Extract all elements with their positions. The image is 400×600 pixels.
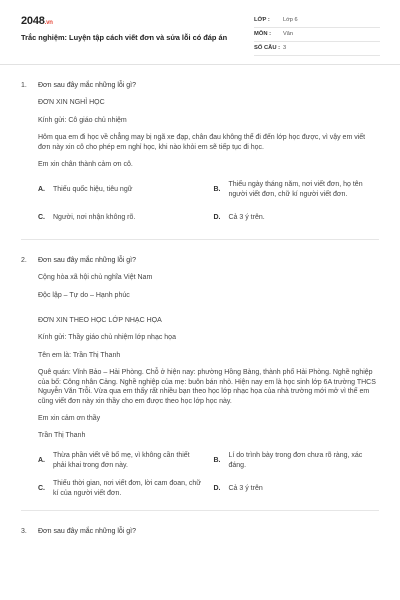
option-letter: B. <box>213 457 221 465</box>
option-letter: B. <box>213 185 221 193</box>
option-c[interactable] <box>38 478 204 500</box>
question-number: 2. <box>21 256 27 264</box>
option-d[interactable] <box>214 207 380 229</box>
meta-row-count <box>254 42 380 56</box>
question-prompt: Đơn sau đây mắc những lỗi gì? <box>38 82 136 89</box>
question-1 <box>0 81 400 229</box>
option-letter: C. <box>38 213 45 221</box>
body-line: Hôm qua em đi học về chẳng may bị ngã xe đạp, chân đau không thể đi đến lớp học được, vì vậy em viết đơn này xin cô cho phép em nghỉ học, khi nào khỏi em sẽ tiếp tục đi học. <box>38 134 366 151</box>
question-divider <box>21 239 379 240</box>
option-b[interactable] <box>214 179 380 201</box>
meta-key: SỐ CÂU : <box>254 44 281 51</box>
option-text: Thừa phần viết về bố mẹ, vì không cần thiết phải khai trong đơn này. <box>53 452 190 469</box>
option-a[interactable] <box>38 179 204 201</box>
body-line: Em xin cảm ơn thầy <box>38 415 101 422</box>
answer-options <box>21 450 379 500</box>
option-letter: D. <box>213 485 221 493</box>
option-a[interactable] <box>38 450 204 472</box>
meta-key: LỚP : <box>254 16 270 23</box>
question-divider <box>21 510 379 511</box>
option-c[interactable] <box>38 207 204 229</box>
option-text: Người, nơi nhận không rõ. <box>53 213 136 221</box>
body-line: Em xin chân thành cảm ơn cô. <box>38 161 133 169</box>
option-d[interactable] <box>214 478 380 500</box>
meta-value: Lớp 6 <box>283 16 298 23</box>
meta-key: MÔN : <box>254 30 272 37</box>
body-line: Quê quán: Vĩnh Bảo – Hải Phòng. Chỗ ở hiện nay: phường Hồng Bàng, thành phố Hải Phòng. Nghề nghiệp của bố: Công nhân Cảng. Nghề nghiệp của mẹ: buôn bán nhỏ. Hiện nay em là học sinh lớp 6A trường THCS Nguyễn Văn Trỗi. Vừa qua em thấy rất nhiều bạn theo học lớp nhạc họa của nhà trường mới mở vì thế em cũng viết đơn này xin thầy cho em được theo học lớp học này. <box>38 369 376 405</box>
option-letter: D. <box>213 213 221 221</box>
answer-options <box>21 179 379 229</box>
meta-value: 3 <box>283 44 287 51</box>
question-3 <box>0 527 400 536</box>
option-text: Lí do trình bày trong đơn chưa rõ ràng, xác đáng. <box>228 452 363 469</box>
option-text: Cả 3 ý trên <box>228 485 263 493</box>
body-line: Cộng hòa xã hội chủ nghĩa Việt Nam <box>38 274 153 282</box>
brand-number: 2048 <box>21 15 45 27</box>
question-2 <box>0 256 400 500</box>
option-letter: A. <box>38 185 45 193</box>
option-text: Thiếu ngày tháng năm, nơi viết đơn, họ tên người viết đơn, chữ kí người viết đơn. <box>228 181 363 198</box>
question-header <box>21 256 379 265</box>
question-list <box>0 65 400 536</box>
body-line: ĐƠN XIN THEO HỌC LỚP NHẠC HỌA <box>38 316 162 324</box>
body-line: ĐƠN XIN NGHỈ HỌC <box>38 99 105 107</box>
question-header <box>21 81 379 90</box>
question-number: 3. <box>21 527 27 535</box>
body-line: Độc lập – Tự do – Hạnh phúc <box>38 291 130 299</box>
body-line: Kính gửi: Thầy giáo chủ nhiệm lớp nhạc họa <box>38 334 176 342</box>
question-body <box>21 273 379 441</box>
question-prompt: Đơn sau đây mắc những lỗi gì? <box>38 527 136 535</box>
option-b[interactable] <box>214 450 380 472</box>
body-line: Trần Thị Thanh <box>38 432 86 440</box>
question-number: 1. <box>21 82 27 89</box>
page-title: Trắc nghiệm: Luyện tập cách viết đơn và sửa lỗi có đáp án <box>21 33 228 42</box>
meta-row-class <box>254 14 380 28</box>
option-text: Thiếu quốc hiệu, tiêu ngữ <box>53 185 133 193</box>
question-body <box>21 98 379 169</box>
option-text: Cả 3 ý trên. <box>228 213 265 221</box>
meta-row-subject <box>254 28 380 42</box>
option-text: Thiếu thời gian, nơi viết đơn, lời cam đoan, chữ kí của người viết đơn. <box>53 480 201 497</box>
header <box>0 0 400 65</box>
meta-table <box>254 14 380 56</box>
question-header <box>21 527 379 536</box>
meta-value: Văn <box>283 30 293 37</box>
brand-suffix: .vn <box>44 20 53 26</box>
option-letter: A. <box>38 457 45 465</box>
brand-logo[interactable] <box>21 14 53 29</box>
body-line: Tên em là: Trần Thị Thanh <box>38 351 121 359</box>
question-prompt: Đơn sau đây mắc những lỗi gì? <box>38 256 136 264</box>
option-letter: C. <box>38 485 45 493</box>
body-line: Kính gửi: Cô giáo chủ nhiệm <box>38 116 127 124</box>
